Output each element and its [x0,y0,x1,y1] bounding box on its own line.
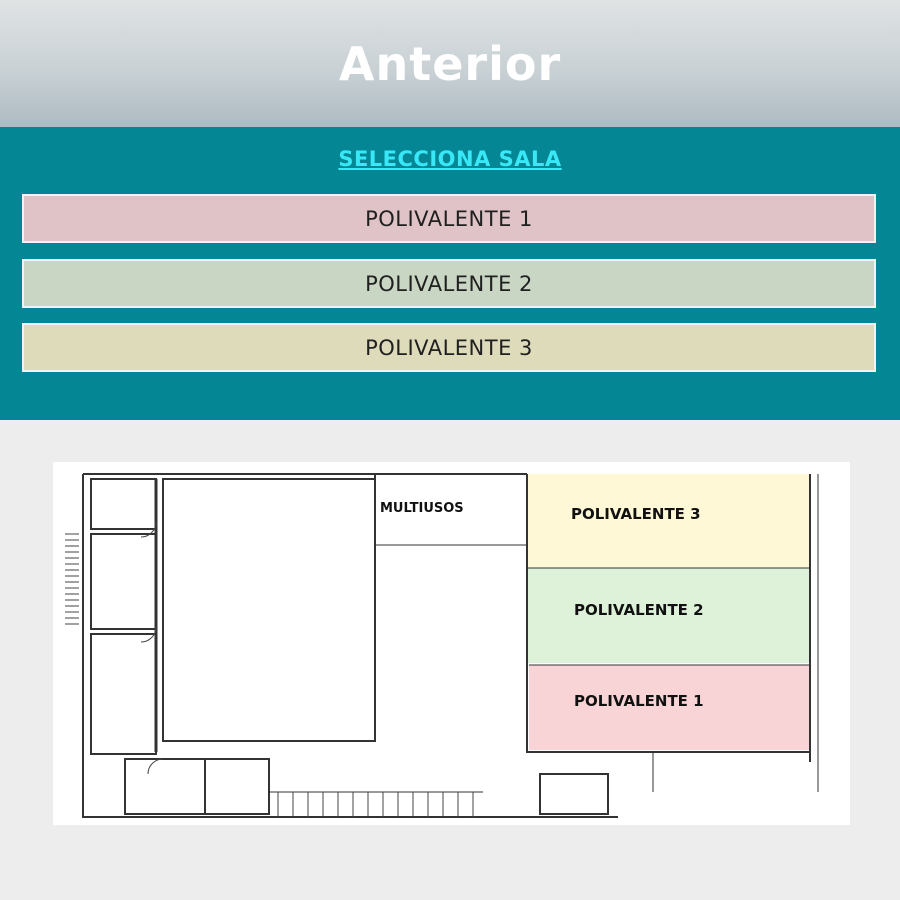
floor-plan [53,462,850,825]
plan-label-polivalente-1[interactable]: POLIVALENTE 1 [574,692,704,710]
room-button-polivalente-3[interactable]: POLIVALENTE 3 [22,323,876,372]
room-button-polivalente-1[interactable]: POLIVALENTE 1 [22,194,876,243]
room-selector-panel [0,127,900,420]
plan-label-polivalente-2[interactable]: POLIVALENTE 2 [574,601,704,619]
floor-plan-drawing [53,462,850,825]
room-button-polivalente-2[interactable]: POLIVALENTE 2 [22,259,876,308]
back-header[interactable] [0,0,900,127]
select-room-heading[interactable]: SELECCIONA SALA [338,147,562,171]
plan-label-multiusos: MULTIUSOS [380,501,464,516]
plan-label-polivalente-3[interactable]: POLIVALENTE 3 [571,505,701,523]
back-title[interactable]: Anterior [338,36,562,91]
